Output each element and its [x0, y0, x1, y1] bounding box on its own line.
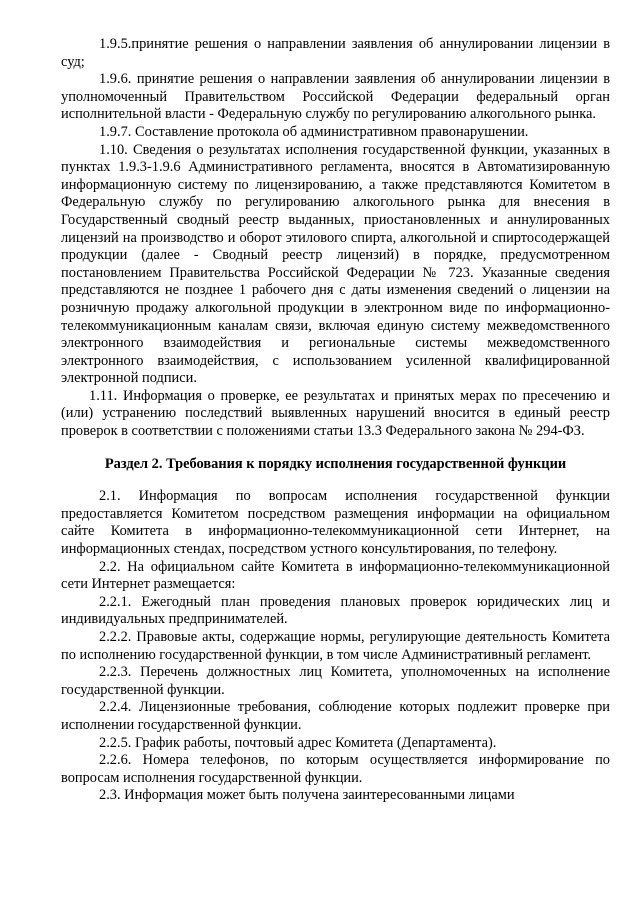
spacer	[61, 441, 610, 456]
paragraph-2-2-3: 2.2.3. Перечень должностных лиц Комитета, уполномоченных на исполнение государственной функции.	[61, 664, 610, 698]
paragraph-2-2-4: 2.2.4. Лицензионные требования, соблюдение которых подлежит проверке при исполнении государственной функции.	[61, 699, 610, 733]
paragraph-1-9-6: 1.9.6. принятие решения о направлении заявления об аннулировании лицензии в уполномоченный Правительством Российской Федерации федеральный орган исполнительной власти - Федеральную службу по регулированию алкогольного рынка.	[61, 71, 610, 123]
document-page	[61, 36, 610, 805]
paragraph-2-2-6: 2.2.6. Номера телефонов, по которым осуществляется информирование по вопросам исполнения государственной функции.	[61, 752, 610, 786]
spacer	[61, 473, 610, 488]
paragraph-2-1: 2.1. Информация по вопросам исполнения государственной функции предоставляется Комитетом посредством размещения информации на официальном сайте Комитета в информационно-телекоммуникационной сети Интернет, на информационных стендах, посредством устного консультирования, по телефону.	[61, 488, 610, 558]
paragraph-2-3: 2.3. Информация может быть получена заинтересованными лицами	[99, 787, 515, 804]
paragraph-1-10: 1.10. Сведения о результатах исполнения государственной функции, указанных в пунктах 1.9.3-1.9.6 Административного регламента, вносятся в Автоматизированную информационную систему по лицензированию, а также представляются Комитетом в Федеральную службу по регулированию алкогольного рынка для внесения в Государственный сводный реестр выданных, приостановленных и аннулированных лицензий на производство и оборот этилового спирта, алкогольной и спиртосодержащей продукции (далее - Сводный реестр лицензий) в порядке, предусмотренном постановлением Правительства Российской Федерации № 723. Указанные сведения представляются не позднее 1 рабочего дня с даты изменения сведений о лицензии на розничную продажу алкогольной продукции в электронном виде по информационно-телекоммуникационным каналам связи, включая единую систему межведомственного электронного взаимодействия и региональные системы межведомственного электронного взаимодействия, с использованием усиленной квалифицированной электронной подписи.	[61, 141, 610, 387]
paragraph-1-9-5: 1.9.5.принятие решения о направлении заявления об аннулировании лицензии в суд;	[61, 36, 610, 70]
paragraph-1-11: 1.11. Информация о проверке, ее результатах и принятых мерах по пресечению и (или) устранению последствий выявленных нарушений вносится в единый реестр проверок в соответствии с положениями статьи 13.3 Федерального закона № 294-ФЗ.	[61, 387, 610, 440]
paragraph-2-2: 2.2. На официальном сайте Комитета в информационно-телекоммуникационной сети Интернет размещается:	[61, 558, 610, 593]
paragraph-2-2-2: 2.2.2. Правовые акты, содержащие нормы, регулирующие деятельность Комитета по исполнению государственной функции, в том числе Административный регламент.	[61, 629, 610, 663]
paragraph-2-2-5: 2.2.5. График работы, почтовый адрес Комитета (Департамента).	[99, 734, 497, 751]
section-2-heading: Раздел 2. Требования к порядку исполнения государственной функции	[104, 455, 567, 472]
paragraph-1-9-7: 1.9.7. Составление протокола об административном правонарушении.	[99, 123, 529, 140]
paragraph-2-2-1: 2.2.1. Ежегодный план проведения плановых проверок юридических лиц и индивидуальных предпринимателей.	[61, 593, 610, 628]
